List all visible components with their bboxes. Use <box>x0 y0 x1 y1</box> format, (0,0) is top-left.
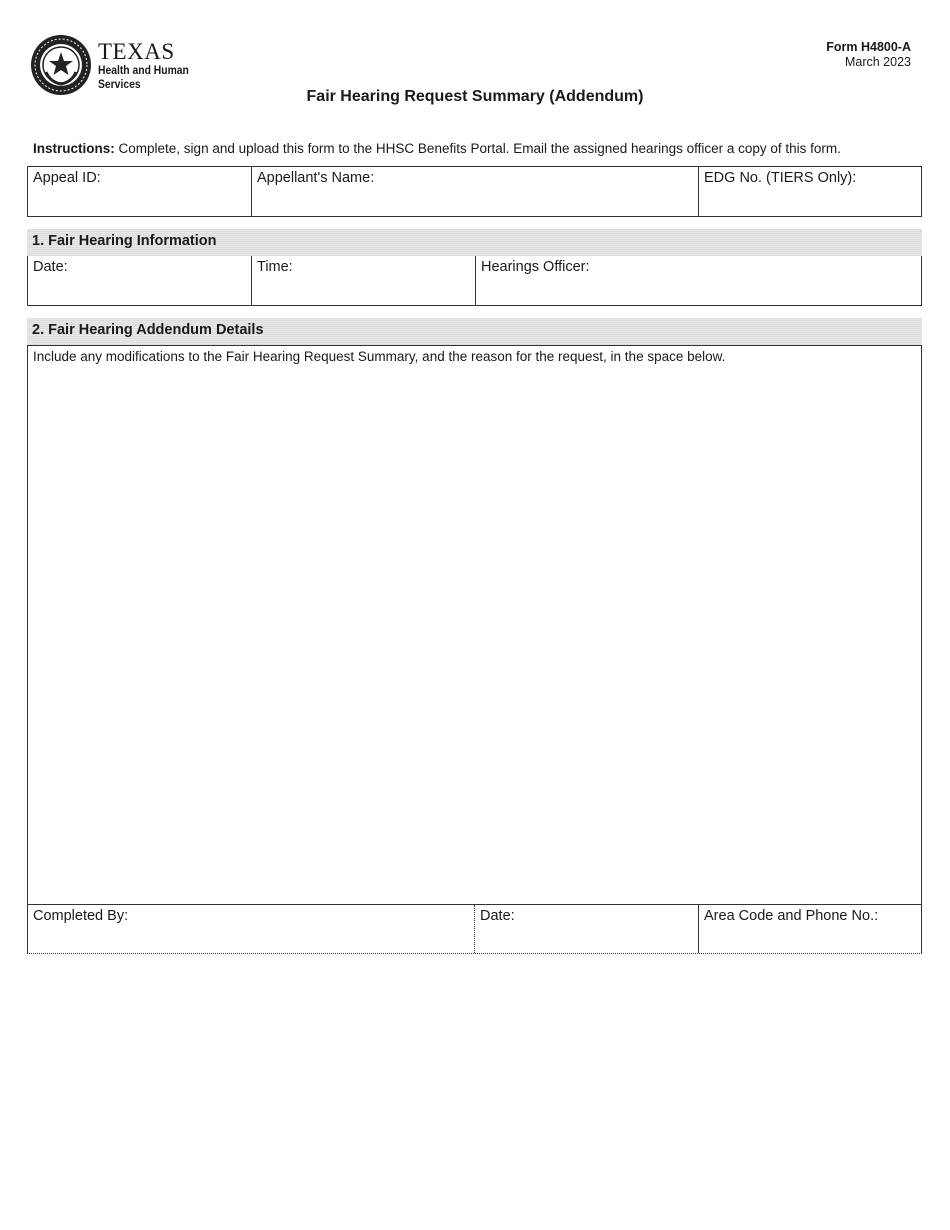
logo-line2: Services <box>98 78 141 91</box>
page-title: Fair Hearing Request Summary (Addendum) <box>306 88 644 105</box>
appellant-name-label: Appellant's Name: <box>257 170 375 186</box>
texas-seal-icon <box>30 34 92 96</box>
section1-header: 1. Fair Hearing Information <box>27 229 922 256</box>
appeal-id-label: Appeal ID: <box>33 170 101 186</box>
hearing-date-field[interactable] <box>28 256 252 305</box>
section1-fields <box>27 256 922 306</box>
form-meta <box>826 40 911 70</box>
hearings-officer-field[interactable] <box>476 256 921 305</box>
instructions <box>33 141 841 156</box>
phone-label: Area Code and Phone No.: <box>704 908 879 924</box>
header-fields <box>27 166 922 217</box>
completed-by-field[interactable] <box>28 905 475 953</box>
addendum-details-prompt: Include any modifications to the Fair Hearing Request Summary, and the reason for the request, in the space below. <box>33 349 726 364</box>
edg-no-label: EDG No. (TIERS Only): <box>704 170 857 186</box>
footer-fields <box>27 904 922 954</box>
section2-header: 2. Fair Hearing Addendum Details <box>27 318 922 345</box>
hearings-officer-label: Hearings Officer: <box>481 259 590 275</box>
logo-state: TEXAS <box>98 39 175 64</box>
completion-date-label: Date: <box>480 908 515 924</box>
completion-date-field[interactable] <box>475 905 699 953</box>
appeal-id-field[interactable] <box>28 167 252 216</box>
form-date: March 2023 <box>844 55 911 69</box>
instructions-label: Instructions: <box>33 141 115 156</box>
addendum-details-field[interactable] <box>27 345 922 905</box>
phone-field[interactable] <box>699 905 921 953</box>
hearing-date-label: Date: <box>33 259 68 275</box>
hearing-time-label: Time: <box>257 259 293 275</box>
instructions-text: Complete, sign and upload this form to the HHSC Benefits Portal. Email the assigned hearings officer a copy of this form. <box>118 141 841 156</box>
hearing-time-field[interactable] <box>252 256 476 305</box>
completed-by-label: Completed By: <box>33 908 129 924</box>
appellant-name-field[interactable] <box>252 167 699 216</box>
form-id: Form H4800-A <box>826 40 911 54</box>
edg-no-field[interactable] <box>699 167 921 216</box>
logo-line1: Health and Human <box>98 65 189 77</box>
